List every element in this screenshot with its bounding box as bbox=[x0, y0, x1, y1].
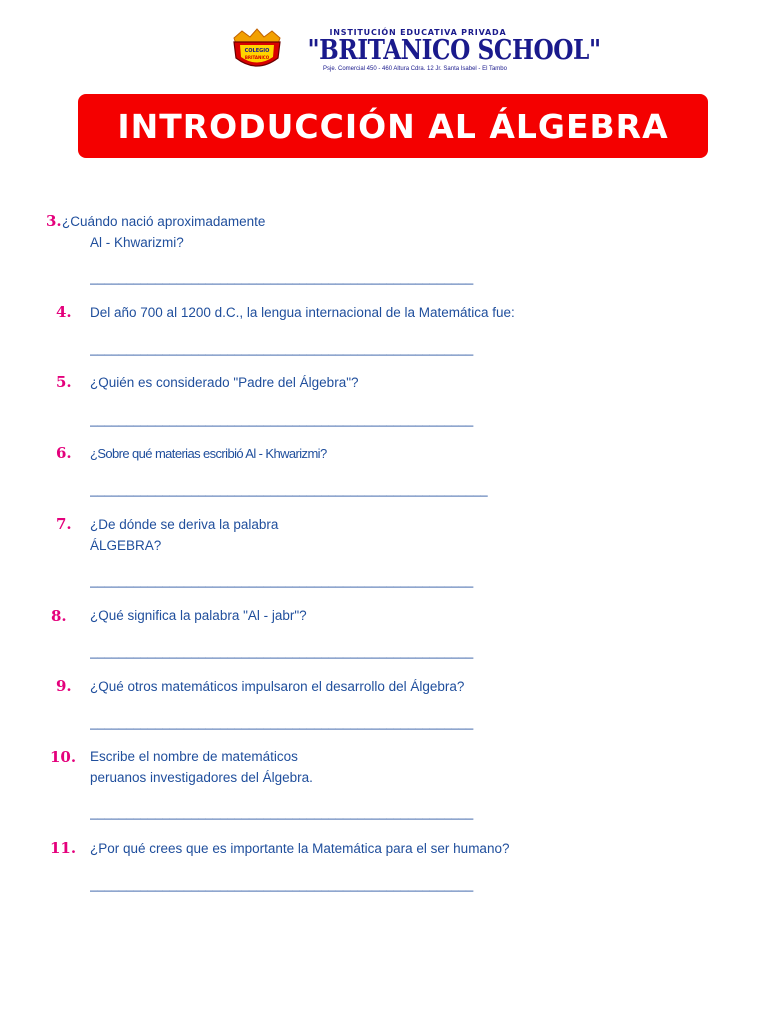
answer-line[interactable]: _____________________________________________________ bbox=[90, 413, 474, 427]
question-text: ¿Cuándo nació aproximadamente bbox=[62, 214, 266, 229]
question-text: ¿Qué otros matemáticos impulsaron el desarrollo del Álgebra? bbox=[90, 679, 465, 694]
question-text: peruanos investigadores del Álgebra. bbox=[90, 770, 313, 785]
question-number: 3. bbox=[46, 212, 62, 230]
question-text: ¿Sobre qué materias escribió Al - Khwarizmi? bbox=[90, 446, 327, 461]
question-number: 9. bbox=[56, 677, 72, 695]
question-number: 4. bbox=[56, 303, 72, 321]
question-text: Escribe el nombre de matemáticos bbox=[90, 749, 298, 764]
question-text: ÁLGEBRA? bbox=[90, 538, 162, 553]
answer-line[interactable]: _____________________________________________________ bbox=[90, 574, 474, 588]
question-text: ¿De dónde se deriva la palabra bbox=[90, 517, 279, 532]
answer-line[interactable]: _____________________________________________________ bbox=[90, 878, 474, 892]
school-name: "BRITANICO SCHOOL" bbox=[307, 35, 601, 66]
question-number: 8. bbox=[51, 607, 67, 625]
answer-line[interactable]: _____________________________________________________ bbox=[90, 645, 474, 659]
school-header bbox=[228, 28, 601, 76]
answer-line[interactable]: _____________________________________________________ bbox=[90, 342, 474, 356]
question-text: ¿Por qué crees que es importante la Matemática para el ser humano? bbox=[90, 841, 510, 856]
question-text: ¿Quién es considerado "Padre del Álgebra"? bbox=[90, 375, 359, 390]
question-number: 11. bbox=[50, 839, 77, 857]
title-banner bbox=[78, 94, 708, 158]
school-crest-logo bbox=[228, 28, 286, 74]
answer-line[interactable]: _______________________________________________________ bbox=[90, 483, 488, 497]
question-number: 5. bbox=[56, 373, 72, 391]
answer-line[interactable]: _____________________________________________________ bbox=[90, 716, 474, 730]
question-text: Al - Khwarizmi? bbox=[90, 235, 184, 250]
svg-text:BRITANICO: BRITANICO bbox=[244, 55, 270, 60]
page-title: INTRODUCCIÓN AL ÁLGEBRA bbox=[117, 106, 669, 146]
answer-line[interactable]: _____________________________________________________ bbox=[90, 806, 474, 820]
svg-text:COLEGIO: COLEGIO bbox=[244, 48, 270, 54]
question-text: ¿Qué significa la palabra "Al - jabr"? bbox=[90, 608, 307, 623]
school-subtitle: INSTITUCIÓN EDUCATIVA PRIVADA bbox=[329, 28, 507, 37]
answer-line[interactable]: _____________________________________________________ bbox=[90, 271, 474, 285]
school-address: Psje. Comercial 450 - 460 Altura Cdra. 12 Jr. Santa Isabel - El Tambo bbox=[323, 66, 507, 72]
question-text: Del año 700 al 1200 d.C., la lengua internacional de la Matemática fue: bbox=[90, 305, 515, 320]
question-number: 7. bbox=[56, 515, 72, 533]
question-number: 10. bbox=[50, 748, 77, 766]
question-number: 6. bbox=[56, 444, 72, 462]
